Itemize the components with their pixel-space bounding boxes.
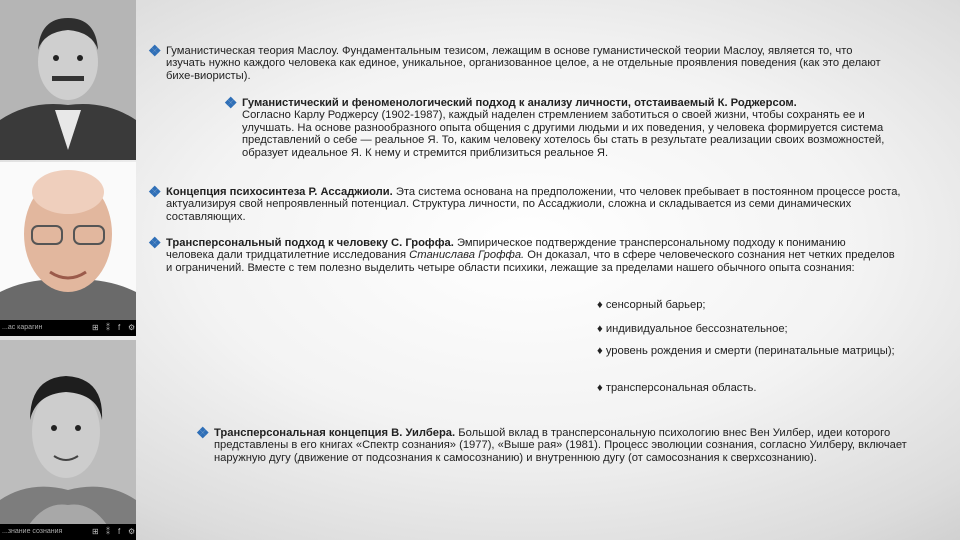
share-icon[interactable]: ⊞: [92, 527, 99, 536]
section-maslow: [166, 45, 886, 82]
section-body: Он доказал, что в сфере человеческого сознания нет четких пределов и ограничений. Вместе с тем полезно выделить четыре области психики, лежащие за пределами нашего обычного опыта сознания:: [166, 249, 895, 274]
photo-caption-bar: [0, 524, 136, 540]
section-heading: Трансперсональный подход к человеку С. Гроффа.: [166, 237, 454, 249]
photo-caption-bar: [0, 320, 136, 336]
diamond-bullet-icon: ❖: [148, 184, 162, 201]
social-f-icon[interactable]: f: [118, 323, 121, 332]
diamond-bullet-icon: ❖: [148, 235, 162, 252]
photo-caption: ...ас карагин: [2, 324, 43, 331]
menu-icon[interactable]: ⁑: [106, 323, 110, 332]
section-assagioli: [166, 186, 911, 223]
diamond-bullet-icon: ❖: [196, 425, 210, 442]
diamond-bullet-icon: ❖: [148, 43, 162, 60]
section-heading: Трансперсональная концепция В. Уилбера.: [214, 427, 456, 439]
list-item: ♦ сенсорный барьер;: [597, 299, 706, 311]
portrait-photo-rogers: [0, 162, 136, 320]
section-heading: Концепция психосинтеза Р. Ассаджиоли.: [166, 186, 393, 198]
section-body: Согласно Карлу Роджерсу (1902-1987), каждый наделен стремлением заботиться о своей жизни, чтобы сохранять ее и улучшать. На основе разнообразного опыта общения с другими людьми и их поведения, у человека формируется система представлений о себе — реальное Я. То, каким человеку хотелось бы стать в результате реализации своих возможностей, образует идеальное Я. К нему и стремится приблизиться реальное Я.: [242, 109, 885, 159]
section-grof: [166, 237, 896, 274]
photo-caption: ...знание сознания: [2, 528, 63, 535]
portrait-photo-maslow: [0, 0, 136, 160]
section-body: Гуманистическая теория Маслоу. Фундаментальным тезисом, лежащим в основе гуманистической теории Маслоу, является то, что изучать нужно каждого человека как единое, уникальное, организованное целое, а не отдельные проявления поведения (как это делают бихе-виористы).: [166, 45, 881, 82]
section-body-italic: Станислава Гроффа.: [409, 249, 525, 262]
section-body: Эта система основана на предположении, что человек пребывает в постоянном процессе роста, актуализируя свой непроявленный потенциал. Структура личности, по Ассаджиоли, сложна и складывается из семи динамических составляющих.: [166, 186, 901, 223]
menu-icon[interactable]: ⁑: [106, 527, 110, 536]
social-f-icon[interactable]: f: [118, 527, 121, 536]
section-body: Эмпирическое подтверждение трансперсональному подходу к пониманию человека дали тридцатилетние исследования: [166, 237, 846, 262]
list-item: ♦ уровень рождения и смерти (перинатальные матрицы);: [597, 345, 895, 357]
share-icon[interactable]: ⊞: [92, 323, 99, 332]
settings-icon[interactable]: ⚙: [128, 323, 136, 332]
diamond-bullet-icon: ❖: [224, 95, 238, 112]
section-wilber: [214, 427, 912, 464]
section-rogers: [242, 97, 892, 159]
section-body: Большой вклад в трансперсональную психологию внес Вен Уилбер, идеи которого представлены в его книгах «Спектр сознания» (1977), «Выше рая» (1981). Процесс эволюции сознания, согласно Уилберу, включает наружную дугу (движение от подсознания к самосознанию) и внутреннюю дугу (от самосознания к сверхсознанию).: [214, 427, 907, 464]
list-item: ♦ трансперсональная область.: [597, 382, 757, 394]
list-item: ♦ индивидуальное бессознательное;: [597, 323, 788, 335]
settings-icon[interactable]: ⚙: [128, 527, 136, 536]
section-heading: Гуманистический и феноменологический подход к анализу личности, отстаиваемый К. Роджерсом.: [242, 97, 797, 109]
portrait-photo-grof: [0, 340, 136, 540]
